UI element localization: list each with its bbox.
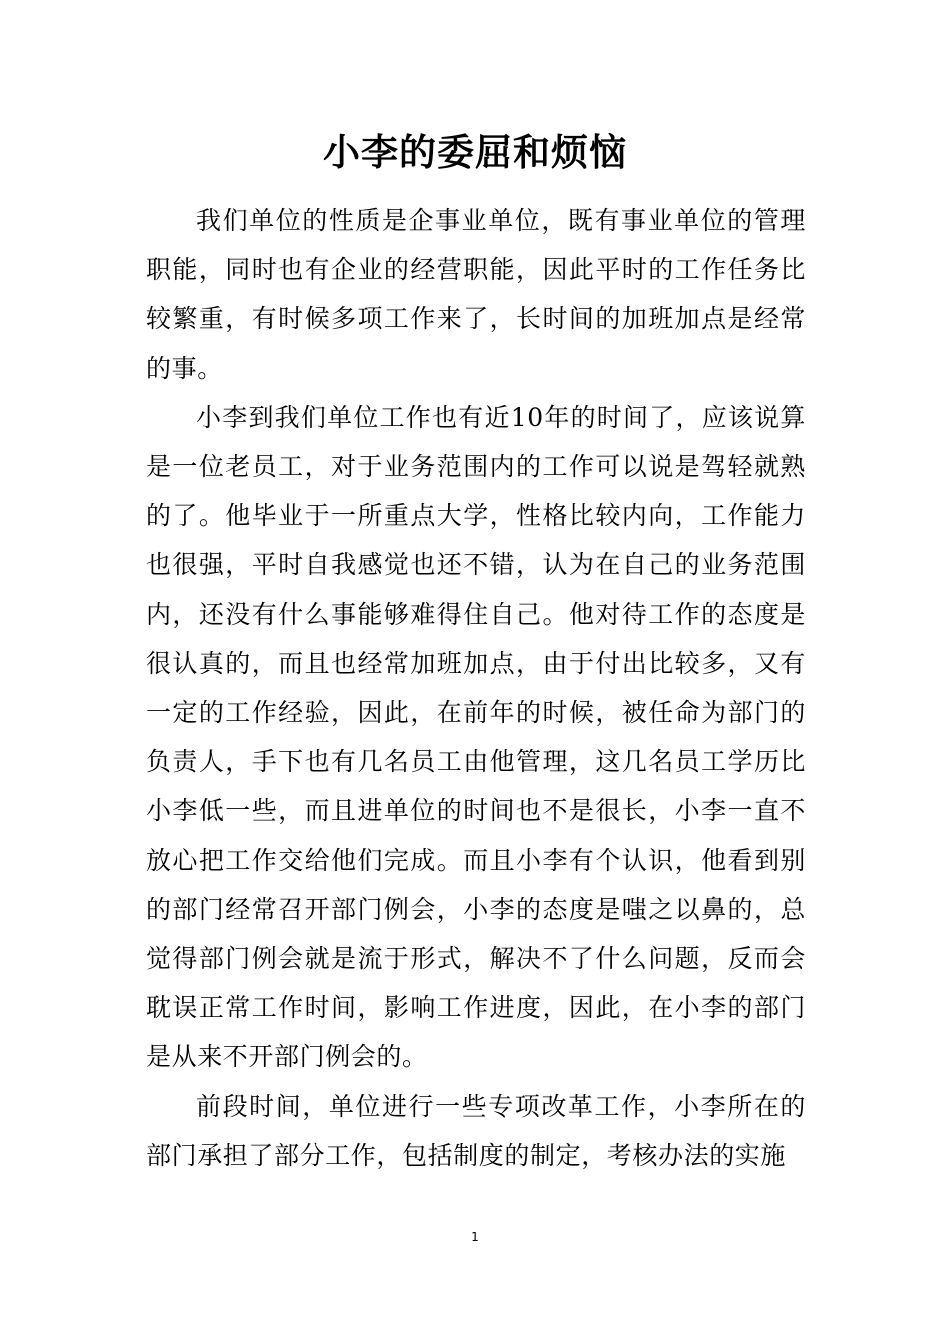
paragraph-2: 小李到我们单位工作也有近10年的时间了，应该说算是一位老员工，对于业务范围内的工作可以说是驾轻就熟的了。他毕业于一所重点大学，性格比较内向，工作能力也很强，平时自我感觉也还不错，认为在自己的业务范围内，还没有什么事能够难得住自己。他对待工作的态度是很认真的，而且也经常加班加点，由于付出比较多，又有一定的工作经验，因此，在前年的时候，被任命为部门的负责人，手下也有几名员工由他管理，这几名员工学历比小李低一些，而且进单位的时间也不是很长，小李一直不放心把工作交给他们完成。而且小李有个认识，他看到别的部门经常召开部门例会，小李的态度是嗤之以鼻的，总觉得部门例会就是流于形式，解决不了什么问题，反而会耽误正常工作时间，影响工作进度，因此，在小李的部门是从来不开部门例会的。 — [146, 402, 806, 1072]
document-body — [146, 196, 806, 1180]
paragraph-3: 前段时间，单位进行一些专项改革工作，小李所在的部门承担了部分工作，包括制度的制定，考核办法的实施 — [146, 1091, 806, 1170]
document-title: 小李的委屈和烦恼 — [323, 130, 627, 174]
paragraph-1: 我们单位的性质是企事业单位，既有事业单位的管理职能，同时也有企业的经营职能，因此平时的工作任务比较繁重，有时候多项工作来了，长时间的加班加点是经常的事。 — [146, 206, 806, 383]
page-number: 1 — [471, 1230, 479, 1244]
